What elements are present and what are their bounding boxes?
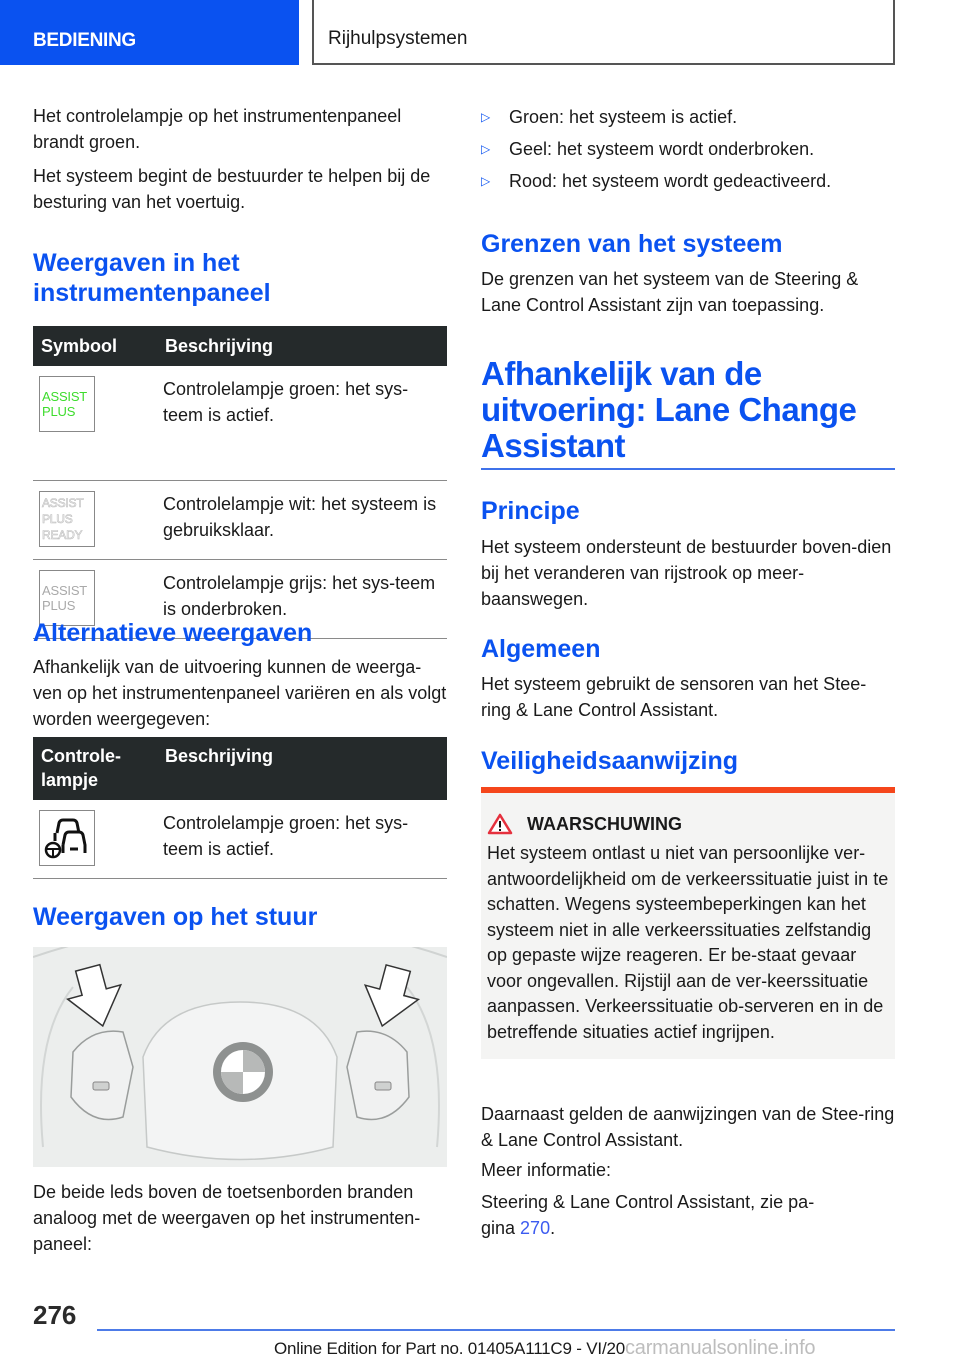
heading-underline bbox=[481, 468, 895, 470]
heading-algemeen: Algemeen bbox=[481, 635, 601, 663]
footer-divider bbox=[97, 1329, 895, 1331]
algemeen-paragraph: Het systeem gebruikt de sensoren van het Stee-ring & Lane Control Assistant. bbox=[481, 674, 867, 720]
section-tab bbox=[0, 0, 299, 65]
row-description: Controlelampje wit: het systeem is gebruiksklaar. bbox=[157, 480, 447, 559]
table-row bbox=[33, 366, 447, 480]
page-reference-link[interactable]: 270 bbox=[520, 1218, 551, 1238]
warning-title: WAARSCHUWING bbox=[527, 813, 682, 834]
row-description: Controlelampje groen: het sys-teem is actief. bbox=[157, 366, 447, 480]
heading-grenzen: Grenzen van het systeem bbox=[481, 230, 783, 258]
triangle-bullet-icon: ▷ bbox=[481, 174, 491, 188]
warning-triangle-icon bbox=[487, 813, 513, 835]
assist-plus-green-icon: ASSIST PLUS bbox=[39, 376, 95, 432]
intro-paragraph-1: Het controlelampje op het instrumentenpaneel brandt groen. bbox=[33, 106, 402, 152]
heading-weergaven-stuur: Weergaven op het stuur bbox=[33, 903, 318, 931]
edition-info: Online Edition for Part no. 01405A111C9 - VI/20carmanualsonline.info bbox=[274, 1337, 816, 1359]
list-item: ▷ Geel: het systeem wordt onderbroken. bbox=[481, 136, 895, 162]
table-row bbox=[33, 800, 447, 879]
assist-plus-ready-white-icon: ASSIST PLUS READY bbox=[39, 491, 95, 547]
page-number: 276 bbox=[33, 1300, 77, 1330]
heading-alternatieve-weergaven: Alternatieve weergaven bbox=[33, 619, 313, 647]
heading-lane-change-assistant: Afhankelijk van de uitvoering: Lane Change Assistant bbox=[481, 355, 857, 464]
stuur-paragraph: De beide leds boven de toetsenborden branden analoog met de weergaven op het instrumenten-paneel: bbox=[33, 1182, 421, 1254]
row-description: Controlelampje groen: het sys-teem is actief. bbox=[157, 800, 447, 879]
status-bullet-list bbox=[481, 104, 895, 200]
warning-text: Het systeem ontlast u niet van persoonlijke ver-antwoordelijkheid om de verkeerssituatie juist in te schatten. Wegens systeembeperkingen kan het systeem niet in alle verkeerssituaties zelfstandig op gepaste wijze reageren. Er be-staat gevaar voor ongevallen. Rijstijl aan de ver-keerssituatie aanpassen. Verkeerssituatie ob-serveren en in de betreffende situaties actief ingrijpen. bbox=[487, 843, 889, 1042]
steering-wheel-illustration bbox=[33, 947, 447, 1167]
col-header-description: Beschrijving bbox=[157, 737, 447, 800]
daarnaast-paragraph: Daarnaast gelden de aanwijzingen van de Stee-ring & Lane Control Assistant. bbox=[481, 1104, 895, 1150]
symbol-table bbox=[33, 326, 447, 639]
lane-change-assistant-icon bbox=[39, 810, 95, 866]
assist-plus-grey-icon: ASSIST PLUS bbox=[39, 570, 95, 626]
watermark: carmanualsonline.info bbox=[624, 1337, 816, 1359]
alternatieve-paragraph: Afhankelijk van de uitvoering kunnen de weerga-ven op het instrumentenpaneel variëren en als volgt worden weergegeven: bbox=[33, 657, 447, 729]
col-header-lamp: Controle-lampje bbox=[33, 737, 157, 800]
heading-weergaven-instrumentenpaneel: Weergaven in het instrumentenpaneel bbox=[33, 249, 271, 307]
heading-principe: Principe bbox=[481, 497, 580, 525]
grenzen-paragraph: De grenzen van het systeem van de Steering & Lane Control Assistant zijn van toepassing. bbox=[481, 269, 859, 315]
chapter-title: Rijhulpsystemen bbox=[328, 28, 468, 49]
table-row bbox=[33, 480, 447, 559]
steering-wheel-figure bbox=[33, 947, 447, 1167]
meer-informatie-label: Meer informatie: bbox=[481, 1160, 612, 1180]
triangle-bullet-icon: ▷ bbox=[481, 110, 491, 124]
lamp-table bbox=[33, 737, 447, 879]
intro-paragraph-2: Het systeem begint de bestuurder te helpen bij de besturing van het voertuig. bbox=[33, 166, 431, 212]
reference-paragraph: Steering & Lane Control Assistant, zie pa-gina 270. bbox=[481, 1192, 815, 1238]
triangle-bullet-icon: ▷ bbox=[481, 142, 491, 156]
list-item: ▷ Groen: het systeem is actief. bbox=[481, 104, 895, 130]
col-header-symbol: Symbool bbox=[33, 326, 157, 366]
heading-veiligheidsaanwijzing: Veiligheidsaanwijzing bbox=[481, 747, 739, 775]
chapter-tab bbox=[312, 0, 895, 65]
list-item: ▷ Rood: het systeem wordt gedeactiveerd. bbox=[481, 168, 895, 194]
warning-box bbox=[481, 787, 895, 1059]
principe-paragraph: Het systeem ondersteunt de bestuurder boven-dien bij het veranderen van rijstrook op meer-baanswegen. bbox=[481, 537, 892, 609]
col-header-description: Beschrijving bbox=[157, 326, 447, 366]
section-title: BEDIENING bbox=[33, 30, 136, 51]
row-description: Controlelampje grijs: het sys-teem is onderbroken. bbox=[157, 559, 447, 638]
